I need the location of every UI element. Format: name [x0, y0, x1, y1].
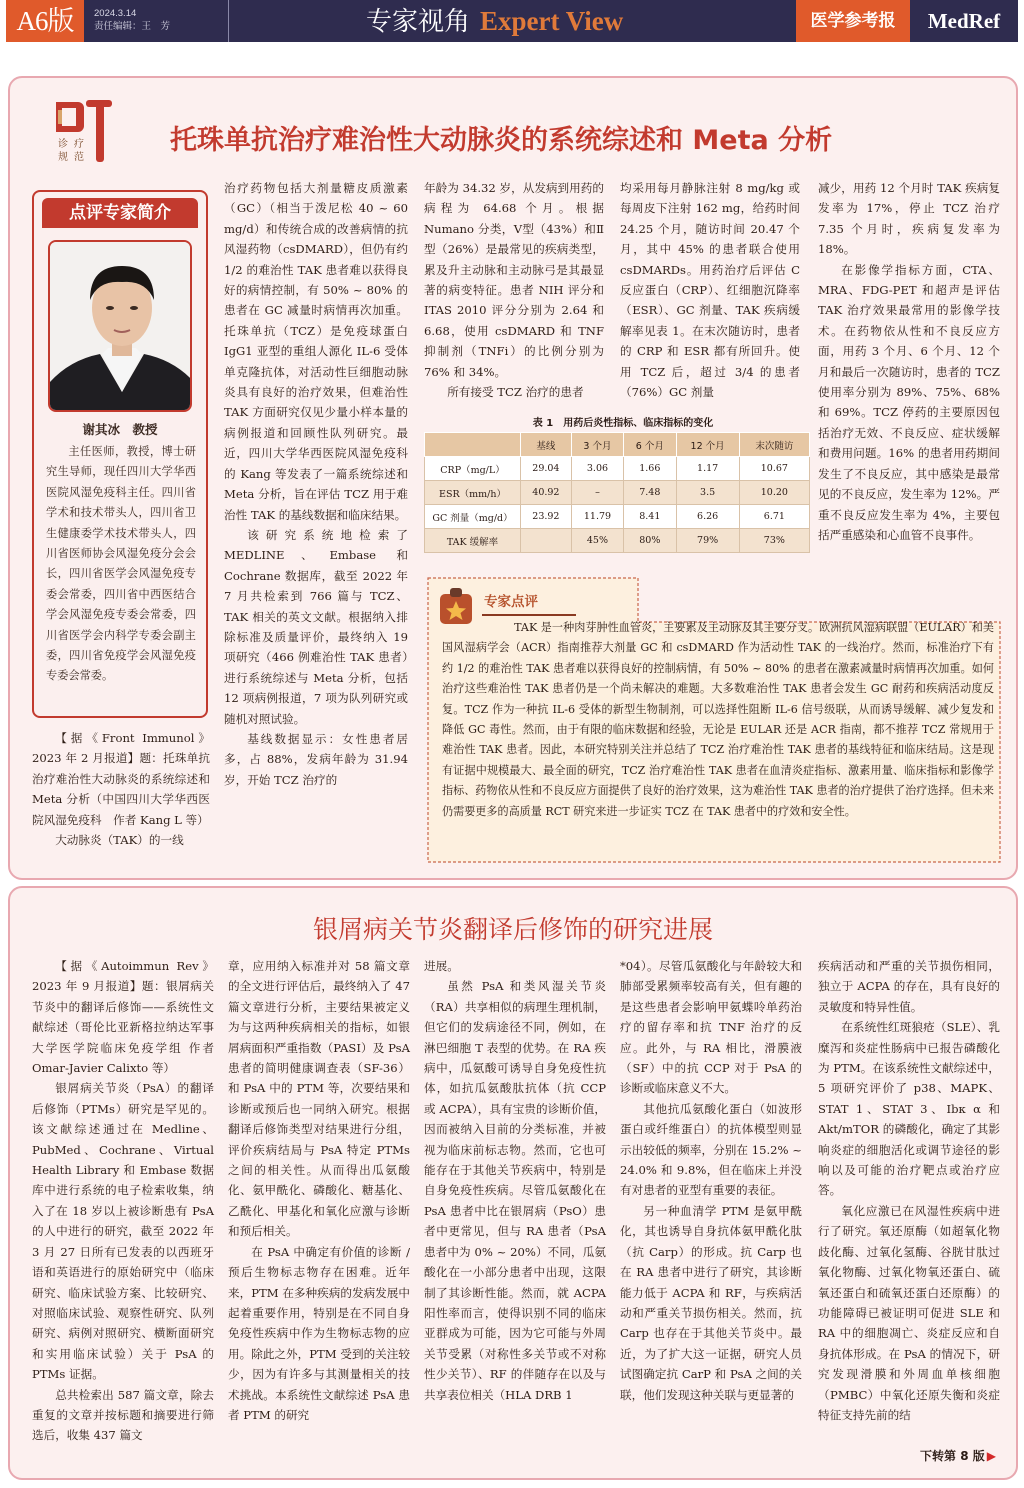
header-meta [94, 7, 170, 33]
header-divider [228, 0, 229, 42]
article2-column-4 [620, 956, 802, 1405]
diagnosis-standard-logo-icon [50, 96, 114, 164]
comment-title-underline [482, 614, 576, 616]
table-row [425, 529, 810, 553]
table-cell: CRP（mg/L） [425, 457, 521, 481]
article1-paragraph: 减少，用药 12 个月时 TAK 疾病复发率为 17%，停止 TCZ 治疗 7.35 个月时，疾病复发率为 18%。 [818, 181, 1000, 257]
article2-paragraph: 银屑病关节炎（PsA）的翻译后修饰（PTMs）研究是罕见的。该文献综述通过在 Medline、PubMed、Cochrane、Virtual Health Library 和 Embase 数据库中进行系统的电子检索收集，纳入了在 18 岁以上被诊断患有 PsA 的人中进行的研究，截至 2022 年 3 月 27 日所有已发表的以西班牙语和英语进行的原始研究中（临床研究、临床试验方案、比较研究、对照临床试验、观察性研究、队列研究、病例对照研究、横断面研究和实用临床试验）关于 PsA 的 PTMs 证据。 [32, 1081, 214, 1382]
logo-char-1: 诊 [58, 139, 68, 150]
article1-paragraph: 年龄为 34.32 岁，从发病到用药的病程为 64.68 个月。根据 Numano 分类，Ⅴ型（43%）和Ⅱ型（26%）是最常见的疾病类型，累及升主动脉和主动脉弓是其最显著的病变特征。患者 NIH 评分和 ITAS 2010 评分分别为 2.64 和 6.68，使用 csDMARD 和 TNF 抑制剂（TNFi）的比例分别为 76% 和 34%。 [424, 181, 604, 379]
table-header-cell: 12 个月 [676, 433, 739, 457]
brand-name-cn: 医学参考报 [796, 0, 910, 42]
article2-paragraph: 总共检索出 587 篇文章，除去重复的文章并按标题和摘要进行筛选后，收集 437 篇文 [32, 1387, 214, 1443]
expert-profile-box [32, 190, 208, 718]
article2-paragraph: 在系统性红斑狼疮（SLE）、乳糜泻和炎症性肠病中已报告磷酸化为 PTM。在该系统性文献综述中，5 项研究评价了 p38、MAPK、STAT 1、STAT 3、Ibκ α 和 Akt/mTOR 的磷酸化，确定了其影响炎症的细胞活化或调节途径的影响以及可能的治疗靶点或治疗应答。 [818, 1020, 1000, 1198]
table-cell: 7.48 [624, 481, 676, 505]
article1-column-2 [224, 178, 408, 790]
table-cell: ESR（mm/h） [425, 481, 521, 505]
article1-column-1 [32, 728, 210, 850]
table-header-cell: 3 个月 [571, 433, 623, 457]
continued-label: 下转第 8 版 [920, 1449, 985, 1463]
table-header-cell [425, 433, 521, 457]
table-cell: 6.26 [676, 505, 739, 529]
table-cell: 79% [676, 529, 739, 553]
article2-column-2 [228, 956, 410, 1425]
logo-char-2: 疗 [74, 139, 84, 150]
table-cell: 3.5 [676, 481, 739, 505]
section-title [366, 0, 623, 42]
comment-text [442, 618, 994, 822]
table-cell [521, 529, 572, 553]
article1-column-4 [620, 178, 800, 402]
expert-bio: 主任医师，教授，博士研究生导师，现任四川大学华西医院风湿免疫科主任。四川省学术和技术带头人，四川省卫生健康委学术技术带头人，四川省医师协会风湿免疫分会会长，四川省医学会风湿免疫专委会常委，四川省中西医结合学会风湿免疫专委会常委，四川省医学会内科学专委会副主委，四川省免疫学会风湿免疫专委会常委。 [46, 445, 196, 683]
article1-paragraph: 治疗药物包括大剂量糖皮质激素（GC）（相当于泼尼松 40 ~ 60 mg/d）和传统合成的改善病情的抗风湿药物（csDMARD），但仍有约 1/2 的难治性 TAK 患者难以获得良好的病情控制，有 50% ~ 80% 的患者在 GC 减量时病情再次加重。托珠单抗（TCZ）是免疫球蛋白 IgG1 亚型的重组人源化 IL-6 受体单克隆抗体，对活动性巨细胞动脉炎具有良好的治疗效果，但难治性 TAK 方面研究仅见少量小样本量的病例报道和回顾性队列研究。最近，四川大学华西医院风湿免疫科的 Kang 等发表了一篇系统综述和 Meta 分析，旨在评估 TCZ 用于难治性 TAK 的基线数据和临床结果。 [224, 181, 408, 522]
table-cell: 10.20 [739, 481, 809, 505]
table-caption: 表 1 用药后炎性指标、临床指标的变化 [532, 418, 714, 429]
article-title: 银屑病关节炎翻译后修饰的研究进展 [312, 915, 713, 944]
results-table [424, 432, 810, 553]
page-header [6, 0, 1018, 42]
article2-column-3 [424, 956, 606, 1405]
table-cell: 1.66 [624, 457, 676, 481]
table-cell: 45% [571, 529, 623, 553]
article2-paragraph: 其他抗瓜氨酸化蛋白（如波形蛋白或纤维蛋白）的抗体模型则显示出较低的频率，分别在 15.2% ~ 24.0% 和 9.8%，但在临床上并没有对患者的亚型有重要的表征。 [620, 1101, 802, 1198]
table-cell: GC 剂量（mg/d） [425, 505, 521, 529]
continued-on-page-link[interactable] [920, 1447, 996, 1464]
table-cell: – [571, 481, 623, 505]
article2-paragraph: 进展。 [424, 959, 459, 973]
logo-char-3: 规 [58, 152, 68, 163]
article2-paragraph: 在 PsA 中确定有价值的诊断 / 预后生物标志物存在困难。近年来，PTM 在多种疾病的发病发展中起着重要作用，特别是在不同自身免疫性疾病中作为生物标志物的应用。除此之外，PTM 受到的关注较少，因为有许多与其测量相关的技术挑战。本系统性文献综述 PsA 患者 PTM 的研究 [228, 1244, 410, 1422]
article2-column-5 [818, 956, 1000, 1425]
table-cell: 23.92 [521, 505, 572, 529]
comment-title: 专家点评 [484, 594, 538, 610]
article2-source: 【据《Autoimmun Rev》2023 年 9 月报道】题：银屑病关节炎中的翻译后修饰——系统性文献综述（哥伦比亚新格拉纳达军事大学医学院临床免疫学组 作者 Omar-Javier Calixto 等） [32, 959, 214, 1076]
table-cell: 6.71 [739, 505, 809, 529]
comment-paragraph: TAK 是一种肉芽肿性血管炎，主要累及主动脉及其主要分支。欧洲抗风湿病联盟（EULAR）和美国风湿病学会（ACR）指南推荐大剂量 GC 和 csDMARD 作为活动性 TAK 的一线治疗。然而，标准治疗下有约 1/2 的难治性 TAK 患者难以获得良好的控制病情，有 50% ~ 80% 的患者在激素减量时病情再次加重。如何治疗这些难治性 TAK 患者仍是一个尚未解决的难题。大多数难治性 TAK 患者会发生 GC 耐药和疾病活动度反复。TCZ 作为一种抗 IL-6 受体的新型生物制剂，可以选择性阻断 IL-6 信号级联，从而诱导缓解、减少复发和降低 GC 毒性。然而，由于有限的临床数据和经验，无论是 EULAR 还是 ACR 指南，都不推荐 TCZ 常规用于难治性 TAK 患者。因此，本研究特别关注并总结了 TCZ 治疗难治性 TAK 患者的基线特征和临床结局。这是现有证据中规模最大、最全面的研究，TCZ 治疗难治性 TAK 患者在血清炎症指标、激素用量、临床指标和影像学指标、药物依从性和不良反应方面提供了良好的治疗效果，这为难治性 TAK 患者的治疗提供了治疗选择。但未来仍需要更多的高质量 RCT 研究来进一步证实 TCZ 在 TAK 患者中的疗效和安全性。 [442, 621, 994, 818]
article1-column-5 [818, 178, 1000, 545]
responsible-editor: 责任编辑：王 芳 [94, 21, 171, 32]
article2-paragraph: 氧化应激已在风湿性疾病中进行了研究。氧还原酶（如超氧化物歧化酶、过氧化氢酶、谷胱甘肽过氧化物酶、过氧化物氧还蛋白、硫氧还蛋白和硫氧还蛋白还原酶）的功能障碍已被证明可促进 SLE 和 RA 中的细胞凋亡、炎症反应和自身抗体形成。在 PsA 的情况下，研究发现滑膜和外周血单核细胞（PMBC）中氧化还原失衡和炎症特征支持先前的结 [818, 1203, 1000, 1422]
section-title-en: Expert View [480, 6, 624, 36]
article2-column-1 [32, 956, 214, 1446]
article2-paragraph: 疾病活动和严重的关节损伤相同，独立于 ACPA 的存在，具有良好的灵敏度和特异性值。 [818, 959, 1000, 1014]
table-cell: 8.41 [624, 505, 676, 529]
table-cell: 1.17 [676, 457, 739, 481]
table-header-cell: 基线 [521, 433, 572, 457]
arrow-right-icon: ▶ [986, 1449, 996, 1463]
table-header-row [425, 433, 810, 457]
expert-photo [48, 240, 192, 412]
expert-name: 谢其冰 教授 [82, 422, 158, 437]
table-cell: 10.67 [739, 457, 809, 481]
article1-source: 【据《Front Immunol》2023 年 2 月报道】题：托珠单抗治疗难治性大动脉炎的系统综述和 Meta 分析（中国四川大学华西医院风湿免疫科 作者 Kang L 等） [32, 731, 210, 827]
article2-paragraph: *04）。尽管瓜氨酸化与年龄较大和肺部受累频率较高有关，但有趣的是这些患者会影响甲氨蝶呤单药治疗的留存率和抗 TNF 治疗的反应。此外，与 RA 相比，滑膜液（SF）中的抗 CCP 对于 PsA 的诊断或临床意义不大。 [620, 959, 802, 1096]
issue-date: 2024.3.14 [94, 8, 137, 19]
table-cell: 80% [624, 529, 676, 553]
table-header-cell: 6 个月 [624, 433, 676, 457]
table-cell: 11.79 [571, 505, 623, 529]
expert-portrait-icon [50, 242, 192, 412]
table-cell: 73% [739, 529, 809, 553]
article1-paragraph: 在影像学指标方面，CTA、MRA、FDG-PET 和超声是评估 TAK 治疗效果最常用的影像学技术。在药物依从性和不良反应方面，用药 3 个月、6 个月、12 个月和最后一次随访时，患者的 TCZ 使用率分别为 89%、75%、68% 和 69%。TCZ 停药的主要原因包括治疗无效、不良反应、症状缓解和费用问题。16% 的患者用药期间发生了不良反应，其中感染是最常见的不良反应，发生率为 12%。严重不良反应发生率为 4%，主要包括严重感染和心血管不良事件。 [818, 262, 1000, 542]
article-title: 托珠单抗治疗难治性大动脉炎的系统综述和 Meta 分析 [170, 125, 833, 156]
expert-comment-box [426, 576, 1004, 864]
article1-paragraph: 基线数据显示：女性患者居多，占 88%，发病年龄为 31.94 岁，开始 TCZ 治疗的 [224, 731, 408, 787]
article2-paragraph: 虽然 PsA 和类风湿关节炎（RA）共享相似的病理生理机制，但它们的发病途径不同，例如，在淋巴细胞 T 表型的优势。在 RA 疾病中，瓜氨酸可诱导自身免疫性抗体，如抗瓜氨酸肽抗体（抗 CCP 或 ACPA），具有宝贵的诊断价值，因而被纳入目前的分类标准，并被视为临床前标志物。然而，它也可能存在于其他关节疾病中，特别是自身免疫性疾病。尽管瓜氨酸化在 PsA 患者中比在银屑病（PsO）患者中更常见，但与 RA 患者（PsA 患者中为 0% ~ 20%）不同，瓜氨酸化在一小部分患者中出现，这限制了其诊断性能。然而，就 ACPA 阳性率而言，使得识别不同的临床亚群成为可能，因为它可能与外周关节受累（对称性多关节或不对称性少关节）、RF 的伴随存在以及与共享表位相关（HLA DRB 1 [424, 979, 606, 1402]
logo-char-4: 范 [74, 152, 84, 163]
article1-paragraph: 该研究系统地检索了 MEDLINE、Embase 和 Cochrane 数据库，截至 2022 年 7 月共检索到 766 篇与 TCZ、TAK 相关的英文文献。根据纳入排除标准及质量评价，最终纳入 19 项研究（466 例难治性 TAK 患者）进行系统综述与 Meta 分析，包括 12 项病例报道，7 项为队列研究或随机对照试验。 [224, 527, 408, 726]
article2-paragraph: 另一种血清学 PTM 是氨甲酰化，其也诱导自身抗体氨甲酰化肽（抗 Carp）的形成。抗 Carp 也在 RA 患者中进行了研究，其诊断能力低于 ACPA 和 RF，与疾病活动和严重关节损伤相关。然而，抗 Carp 也存在于其他关节炎中。最近，为了扩大这一证据，研究人员试图确定抗 CarP 和 PsA 之间的关联，他们发现这种关联与更显著的 [620, 1203, 802, 1402]
table-cell: TAK 缓解率 [425, 529, 521, 553]
table-cell: 3.06 [571, 457, 623, 481]
article1-column-3 [424, 178, 604, 402]
table-header-cell: 末次随访 [739, 433, 809, 457]
table-row [425, 505, 810, 529]
article1-paragraph: 所有接受 TCZ 治疗的患者 [447, 385, 584, 400]
table-cell: 40.92 [521, 481, 572, 505]
article-panel-psoriatic-arthritis [8, 886, 1018, 1480]
article1-paragraph: 大动脉炎（TAK）的一线 [55, 833, 184, 848]
article1-paragraph: 均采用每月静脉注射 8 mg/kg 或每周皮下注射 162 mg，给药时间 24.25 个月，随访时间 20.47 个月，其中 45% 的患者联合使用 csDMARDs。用药治疗后评估 C 反应蛋白（CRP）、红细胞沉降率（ESR）、GC 剂量、TAK 疾病缓解率见表 1。在末次随访时，患者的 CRP 和 ESR 都有所回升。使用 TCZ 后，超过 3/4 的患者（76%）GC 剂量 [620, 181, 800, 400]
table-cell: 29.04 [521, 457, 572, 481]
table-row [425, 457, 810, 481]
table-row [425, 481, 810, 505]
article2-paragraph: 章，应用纳入标准并对 58 篇文章的全文进行评估后，最终纳入了 47 篇文章进行分析，主要结果被定义为与这两种疾病相关的指标，如银屑病面积严重指数（PASI）及 PsA 患者的简明健康调查表（SF-36）和 PsA 中的 PTM 等，次要结果和诊断或预后也一同纳入研究。根据翻译后修饰类型对结果进行分组，评价疾病结局与 PsA 特定 PTMs 之间的相关性。从而得出瓜氨酸化、氨甲酰化、磷酸化、糖基化、乙酰化、甲基化和氧化应激与诊断和预后相关。 [228, 959, 410, 1239]
edition-label: A6版 [6, 0, 84, 42]
expert-box-title: 点评专家简介 [42, 198, 198, 228]
article-panel-tocilizumab [8, 76, 1018, 880]
brand-name-en: MedRef [927, 9, 1001, 33]
section-title-cn: 专家视角 [366, 7, 471, 37]
